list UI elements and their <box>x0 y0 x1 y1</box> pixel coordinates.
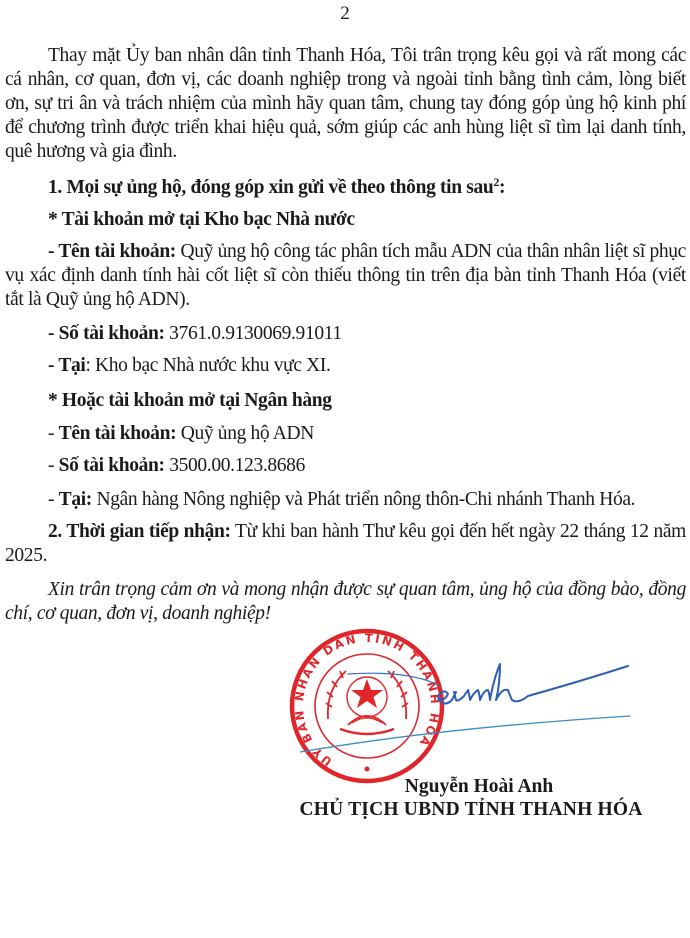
footnote-marker: 2 <box>493 175 500 189</box>
bank-heading: * Hoặc tài khoản mở tại Ngân hàng <box>48 390 332 411</box>
section-2-label: 2. Thời gian tiếp nhận: <box>48 521 231 542</box>
intro-paragraph: Thay mặt Ủy ban nhân dân tỉnh Thanh Hóa, Tôi trân trọng kêu gọi và rất mong các cá nhân, cơ quan, đơn vị, các doanh nghiệp trong và ngoài tỉnh bằng tình cảm, lòng biết ơn, sự tri ân và trách nhiệm của mình hãy quan tâm, chung tay đóng góp ủng hộ kinh phí để chương trình được triển khai hiệu quả, sớm giúp các anh hùng liệt sĩ tìm lại danh tính, quê hương và gia đình. <box>5 45 686 162</box>
bank-account-name <box>48 422 314 446</box>
bank-account-name-value: Quỹ ủng hộ ADN <box>176 423 314 444</box>
bank-location <box>48 488 635 512</box>
treasury-location <box>48 354 331 378</box>
section-2-value: Từ khi ban hành Thư kêu gọi đến hết ngày 22 tháng 12 năm 2025. <box>5 521 686 566</box>
section-2-receiving-period <box>5 520 686 568</box>
bank-location-value: Ngân hàng Nông nghiệp và Phát triển nông thôn-Chi nhánh Thanh Hóa. <box>91 489 636 510</box>
treasury-heading: * Tài khoản mở tại Kho bạc Nhà nước <box>48 209 355 230</box>
treasury-account-name <box>5 240 686 312</box>
page-number: 2 <box>340 3 350 24</box>
treasury-account-number <box>48 322 342 346</box>
signer-title: CHỦ TỊCH UBND TỈNH THANH HÓA <box>299 799 643 820</box>
section-1-heading-text: 1. Mọi sự ủng hộ, đóng góp xin gửi về theo thông tin sau <box>48 177 494 198</box>
signer-name: Nguyễn Hoài Anh <box>404 776 554 797</box>
closing-paragraph: Xin trân trọng cảm ơn và mong nhận được sự quan tâm, ủng hộ của đồng bào, đồng chí, cơ quan, đơn vị, doanh nghiệp! <box>5 579 686 624</box>
stamp-text: ỦY BAN NHÂN DÂN TỈNH THANH HÓA <box>291 630 443 769</box>
section-1-heading <box>48 176 505 200</box>
section-1-heading-suffix: : <box>499 177 506 198</box>
bank-location-label: Tại: <box>58 489 92 510</box>
treasury-account-number-value: 3761.0.9130069.91011 <box>164 323 342 344</box>
bank-account-number-dash: - <box>48 455 59 476</box>
handwritten-signature <box>300 660 690 770</box>
treasury-location-label: - Tại <box>48 355 86 376</box>
treasury-location-value: : Kho bạc Nhà nước khu vực XI. <box>85 355 331 376</box>
treasury-account-name-value: Quỹ ủng hộ công tác phân tích mẫu ADN của thân nhân liệt sĩ phục vụ xác định danh tính hài cốt liệt sĩ còn thiếu thông tin trên địa bàn tỉnh Thanh Hóa (viết tắt là Quỹ ủng hộ ADN). <box>5 241 686 310</box>
treasury-account-name-label: - Tên tài khoản: <box>48 241 176 262</box>
bank-account-name-label: Tên tài khoản: <box>58 423 177 444</box>
bank-account-number-value: 3500.00.123.8686 <box>164 455 305 476</box>
bank-location-dash: - <box>48 489 59 510</box>
bank-account-name-dash: - <box>48 423 59 444</box>
bank-account-number <box>48 454 305 478</box>
bank-account-number-label: Số tài khoản: <box>58 455 165 476</box>
treasury-account-number-label: - Số tài khoản: <box>48 323 165 344</box>
